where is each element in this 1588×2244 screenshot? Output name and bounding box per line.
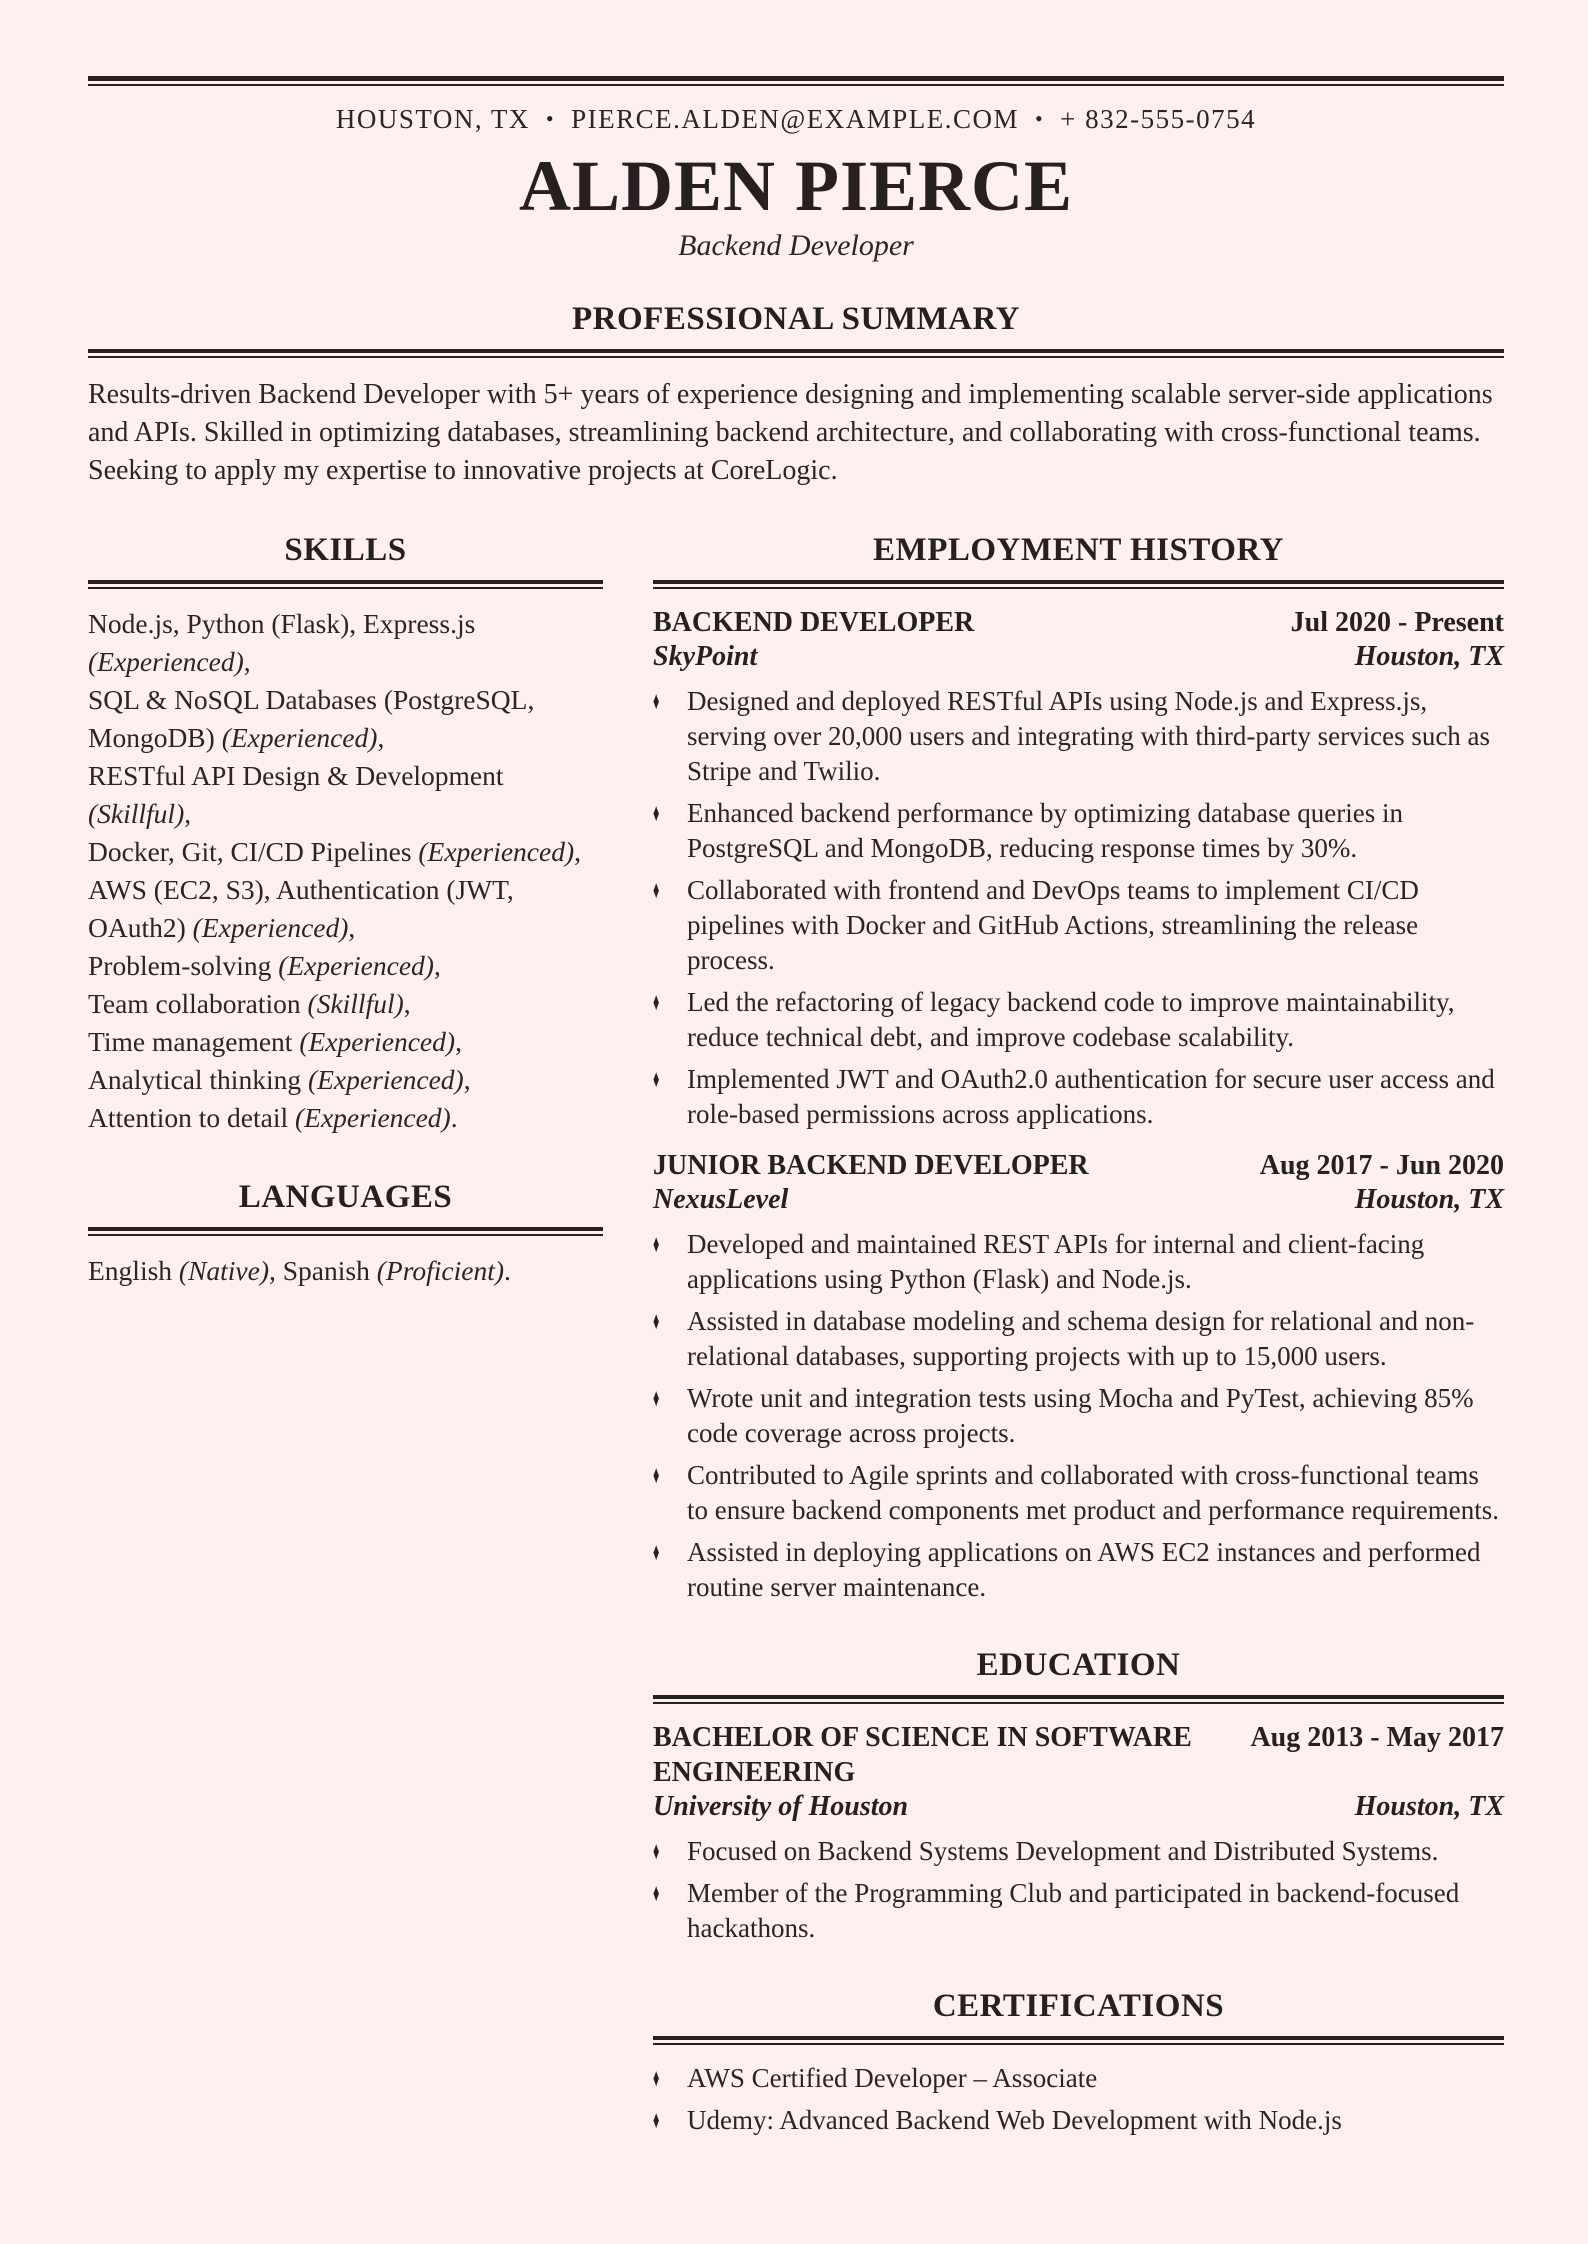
skill-separator: , [433,949,441,981]
skill-item [88,947,603,985]
skill-level: (Experienced) [299,1025,456,1057]
skill-level: (Experienced) [294,1101,451,1133]
skill-level: (Experienced) [221,721,378,753]
skill-separator: , [243,645,251,677]
skill-separator: , [574,835,582,867]
language-separator: . [504,1254,511,1286]
bullet-item [653,1227,1504,1297]
bullet-text: Contributed to Agile sprints and collaborated with cross-functional teams to ensure backend components met product and performance requirements. [687,1459,1499,1525]
skill-item [88,985,603,1023]
skills-heading: SKILLS [284,531,407,568]
diamond-bullet-icon: ♦ [653,1461,660,1489]
language-separator: , [269,1254,283,1286]
skill-level: (Experienced) [278,949,434,981]
contact-phone: + 832-555-0754 [1060,104,1257,134]
left-column [88,530,603,2145]
diamond-bullet-icon: ♦ [653,687,660,715]
job-company: SkyPoint [653,640,758,672]
skill-item [88,1023,603,1061]
school-location: Houston, TX [1354,1790,1504,1822]
summary-heading: PROFESSIONAL SUMMARY [572,300,1020,337]
bullet-item [653,985,1504,1055]
skill-level: (Experienced) [418,835,575,867]
separator-dot: • [545,106,556,131]
education-entry [653,1720,1504,1946]
bullet-text: Implemented JWT and OAuth2.0 authentication for secure user access and role-based permissions across applications. [687,1063,1495,1129]
language-item [88,1255,283,1286]
right-column [653,530,1504,2145]
bullet-text: Developed and maintained REST APIs for internal and client-facing applications using Python (Flask) and Node.js. [687,1228,1425,1294]
skill-item [88,871,603,947]
skill-item [88,1061,603,1099]
skill-separator: , [184,797,192,829]
job-company: NexusLevel [653,1183,789,1215]
skill-level: (Experienced) [88,645,244,677]
education-section [653,1645,1504,1946]
job-title: JUNIOR BACKEND DEVELOPER [653,1149,1089,1181]
certifications-section [653,1986,1504,2138]
language-level: (Proficient) [376,1254,505,1286]
job-entry [653,605,1504,1132]
skill-level: (Skillful) [307,987,404,1019]
skill-name: Time management [88,1025,293,1057]
bullet-item [653,684,1504,789]
section-divider [653,1695,1504,1704]
skill-name: AWS (EC2, S3), Authentication (JWT, OAuth2) [88,873,514,943]
education-dates: Aug 2013 - May 2017 [1250,1721,1504,1753]
certification-text: Udemy: Advanced Backend Web Development with Node.js [687,2104,1342,2135]
jobs-list [653,605,1504,1605]
diamond-bullet-icon: ♦ [653,1879,660,1907]
skill-separator: , [463,1063,471,1095]
job-title: BACKEND DEVELOPER [653,606,975,638]
job-location: Houston, TX [1354,1183,1504,1215]
languages-heading: LANGUAGES [238,1178,453,1215]
bullet-text: Led the refactoring of legacy backend code to improve maintainability, reduce technical debt, and improve codebase scalability. [687,986,1455,1052]
diamond-bullet-icon: ♦ [653,876,660,904]
skill-item [88,757,603,833]
person-job-title: Backend Developer [678,228,914,262]
language-name: English [88,1254,173,1286]
top-divider [88,76,1504,86]
skill-name: SQL & NoSQL Databases (PostgreSQL, MongoDB) [88,683,535,753]
section-divider [653,2036,1504,2045]
person-name: ALDEN PIERCE [518,146,1074,226]
bullet-item [653,2061,1504,2096]
bullet-text: Designed and deployed RESTful APIs using Node.js and Express.js, serving over 20,000 users and integrating with third-party services such as Stripe and Twilio. [687,685,1491,786]
diamond-bullet-icon: ♦ [653,1065,660,1093]
skill-name: Attention to detail [88,1101,289,1133]
certifications-list [653,2061,1504,2138]
bullet-text: Enhanced backend performance by optimizing database queries in PostgreSQL and MongoDB, reducing response times by 30%. [687,797,1403,863]
contact-email: PIERCE.ALDEN@EXAMPLE.COM [571,104,1019,134]
certifications-heading: CERTIFICATIONS [932,1987,1225,2024]
skill-separator: , [455,1025,462,1057]
bullet-item [653,1535,1504,1605]
skill-name: RESTful API Design & Development [88,759,504,791]
job-dates: Jul 2020 - Present [1290,606,1504,638]
diamond-bullet-icon: ♦ [653,799,660,827]
skill-level: (Skillful) [88,797,185,829]
bullet-item [653,1304,1504,1374]
skill-level: (Experienced) [307,1063,464,1095]
section-divider [653,580,1504,589]
diamond-bullet-icon: ♦ [653,1307,660,1335]
skill-item [88,605,603,681]
section-divider [88,1227,603,1236]
diamond-bullet-icon: ♦ [653,2106,660,2134]
language-level: (Native) [178,1254,270,1286]
diamond-bullet-icon: ♦ [653,1230,660,1258]
education-entries [653,1720,1504,1946]
languages-list [88,1252,603,1290]
bullet-item [653,796,1504,866]
skill-item [88,1099,603,1137]
education-heading: EDUCATION [976,1646,1181,1683]
diamond-bullet-icon: ♦ [653,2064,660,2092]
language-name: Spanish [282,1254,370,1286]
bullet-item [653,1834,1504,1869]
job-entry [653,1148,1504,1605]
skill-separator: . [450,1101,458,1133]
diamond-bullet-icon: ♦ [653,1538,660,1566]
bullet-text: Assisted in deploying applications on AWS EC2 instances and performed routine server maintenance. [687,1536,1481,1602]
skill-name: Docker, Git, CI/CD Pipelines [88,835,412,867]
job-dates: Aug 2017 - Jun 2020 [1259,1149,1504,1181]
contact-location: HOUSTON, TX [335,104,530,134]
education-bullets [653,1834,1504,1946]
bullet-text: Focused on Backend Systems Development and Distributed Systems. [687,1835,1439,1866]
certification-text: AWS Certified Developer – Associate [687,2062,1098,2093]
skill-item [88,833,603,871]
degree-title: BACHELOR OF SCIENCE IN SOFTWARE ENGINEERING [653,1721,1192,1788]
skill-name: Analytical thinking [88,1063,302,1095]
language-item [283,1255,511,1286]
job-bullets [653,684,1504,1132]
skills-list [88,605,603,1137]
diamond-bullet-icon: ♦ [653,1837,660,1865]
skill-name: Problem-solving [88,949,272,981]
bullet-item [653,1458,1504,1528]
skill-name: Node.js, Python (Flask), Express.js [88,607,476,639]
bullet-item [653,2103,1504,2138]
skill-name: Team collaboration [88,987,301,1019]
bullet-item [653,1381,1504,1451]
bullet-text: Collaborated with frontend and DevOps teams to implement CI/CD pipelines with Docker and GitHub Actions, streamlining the release process. [687,874,1419,975]
contact-info [88,104,1504,135]
diamond-bullet-icon: ♦ [653,988,660,1016]
skill-separator: , [403,987,411,1019]
employment-heading: EMPLOYMENT HISTORY [873,531,1284,568]
separator-dot: • [1034,106,1045,131]
job-bullets [653,1227,1504,1605]
skill-level: (Experienced) [192,911,349,943]
two-column-body [88,530,1504,2145]
bullet-text: Wrote unit and integration tests using Mocha and PyTest, achieving 85% code coverage across projects. [687,1382,1474,1448]
section-divider [88,349,1504,358]
school-name: University of Houston [653,1790,909,1822]
skill-separator: , [377,721,385,753]
section-divider [88,580,603,589]
bullet-text: Member of the Programming Club and participated in backend-focused hackathons. [687,1877,1460,1943]
diamond-bullet-icon: ♦ [653,1384,660,1412]
skill-item [88,681,603,757]
skill-separator: , [348,911,356,943]
bullet-text: Assisted in database modeling and schema design for relational and non-relational databases, supporting projects with up to 15,000 users. [687,1305,1475,1371]
bullet-item [653,1876,1504,1946]
job-location: Houston, TX [1354,640,1504,672]
summary-text: Results-driven Backend Developer with 5+ years of experience designing and implementing scalable server-side applications and APIs. Skilled in optimizing databases, streamlining backend architecture, and collaborating with cross-functional teams. Seeking to apply my expertise to innovative projects at CoreLogic. [88,378,1493,486]
bullet-item [653,873,1504,978]
bullet-item [653,1062,1504,1132]
